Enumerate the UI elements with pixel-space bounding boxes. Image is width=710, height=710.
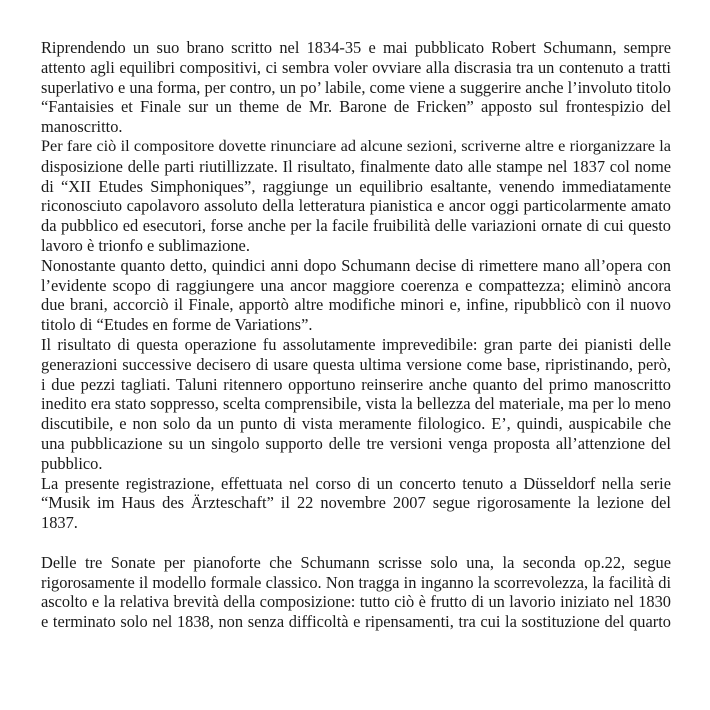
text-line: e terminato solo nel 1838, non senza difficoltà e ripensamenti, tra cui la sostituzione del quarto bbox=[41, 612, 671, 632]
document-page bbox=[41, 38, 671, 632]
text-line: disposizione delle parti riutillizzate. Il risultato, finalmente dato alle stampe nel 1837 col nome bbox=[41, 156, 671, 176]
paragraph-intro bbox=[41, 38, 671, 137]
text-line: attento agli equilibri compositivi, ci sembra voler ovviare alla discrasia tra un contenuto a tratti bbox=[41, 57, 671, 77]
text-line: i due pezzi tagliati. Taluni ritennero opportuno reinserire anche quanto del primo manoscritto bbox=[41, 374, 671, 394]
paragraph-sonata bbox=[41, 553, 671, 632]
text-line: riconosciuto capolavoro assoluto della letteratura pianistica e ancor oggi particolarmente amato bbox=[41, 196, 671, 216]
text-line: Per fare ciò il compositore dovette rinunciare ad alcune sezioni, scriverne altre e riorganizzare la bbox=[41, 136, 671, 155]
text-line: “Fantaisies et Finale sur un theme de Mr. Barone de Fricken” apposto sul frontespizio del bbox=[41, 97, 671, 117]
text-line: 1837. bbox=[41, 513, 78, 533]
text-line: Il risultato di questa operazione fu assolutamente imprevedibile: gran parte dei pianisti delle bbox=[41, 334, 671, 354]
text-line: ascolto e la relativa brevità della composizione: tutto ciò è frutto di un lavorio iniziato nel 1830 bbox=[41, 592, 671, 612]
text-line: lavoro è trionfo e sublimazione. bbox=[41, 235, 250, 255]
text-line: inedito era stato soppresso, scelta comprensibile, vista la bellezza del materiale, ma per lo meno bbox=[41, 394, 671, 414]
text-line: “Musik im Haus des Ärzteschaft” il 22 novembre 2007 segue rigorosamente la lezione del bbox=[41, 493, 671, 513]
text-line: superlativo e una forma, per contro, un po’ labile, come viene a suggerire anche l’involuto titolo bbox=[41, 77, 671, 97]
text-line: titolo di “Etudes en forme de Variations”. bbox=[41, 315, 313, 335]
paragraph-later-edition bbox=[41, 256, 671, 335]
paragraph-recording bbox=[41, 474, 671, 533]
paragraph-outcome bbox=[41, 335, 671, 474]
text-line: discutibile, e non solo da un punto di vista meramente filologico. E’, quindi, auspicabile che bbox=[41, 414, 671, 434]
text-line: una pubblicazione su un singolo supporto delle tre versioni venga proposta all’attenzione del bbox=[41, 433, 671, 453]
text-line: manoscritto. bbox=[41, 117, 123, 137]
text-line: l’evidente scopo di raggiungere una ancor maggiore coerenza e compattezza; eliminò ancora bbox=[41, 275, 671, 295]
text-line: da pubblico ed esecutori, forse anche per la facile fruibilità delle variazioni ornate di cui questo bbox=[41, 216, 671, 236]
text-line: rigorosamente il modello formale classico. Non tragga in inganno la scorrevolezza, la facilità di bbox=[41, 572, 671, 592]
text-line: Riprendendo un suo brano scritto nel 1834-35 e mai pubblicato Robert Schumann, sempre bbox=[41, 38, 671, 57]
text-line: generazioni successive decisero di usare questa ultima versione come base, ripristinando, però, bbox=[41, 354, 671, 374]
text-line: pubblico. bbox=[41, 453, 103, 473]
text-line: Nonostante quanto detto, quindici anni dopo Schumann decise di rimettere mano all’opera con bbox=[41, 255, 671, 275]
text-line: di “XII Etudes Simphoniques”, raggiunge un equilibrio esaltante, venendo immediatamente bbox=[41, 176, 671, 196]
paragraph-gap bbox=[41, 533, 671, 553]
paragraph-revision bbox=[41, 137, 671, 256]
text-line: La presente registrazione, effettuata nel corso di un concerto tenuto a Düsseldorf nella serie bbox=[41, 473, 671, 493]
text-line: Delle tre Sonate per pianoforte che Schumann scrisse solo una, la seconda op.22, segue bbox=[41, 552, 671, 572]
text-line: due brani, accorciò il Finale, apportò altre modifiche minori e, infine, ripubblicò con il nuovo bbox=[41, 295, 671, 315]
